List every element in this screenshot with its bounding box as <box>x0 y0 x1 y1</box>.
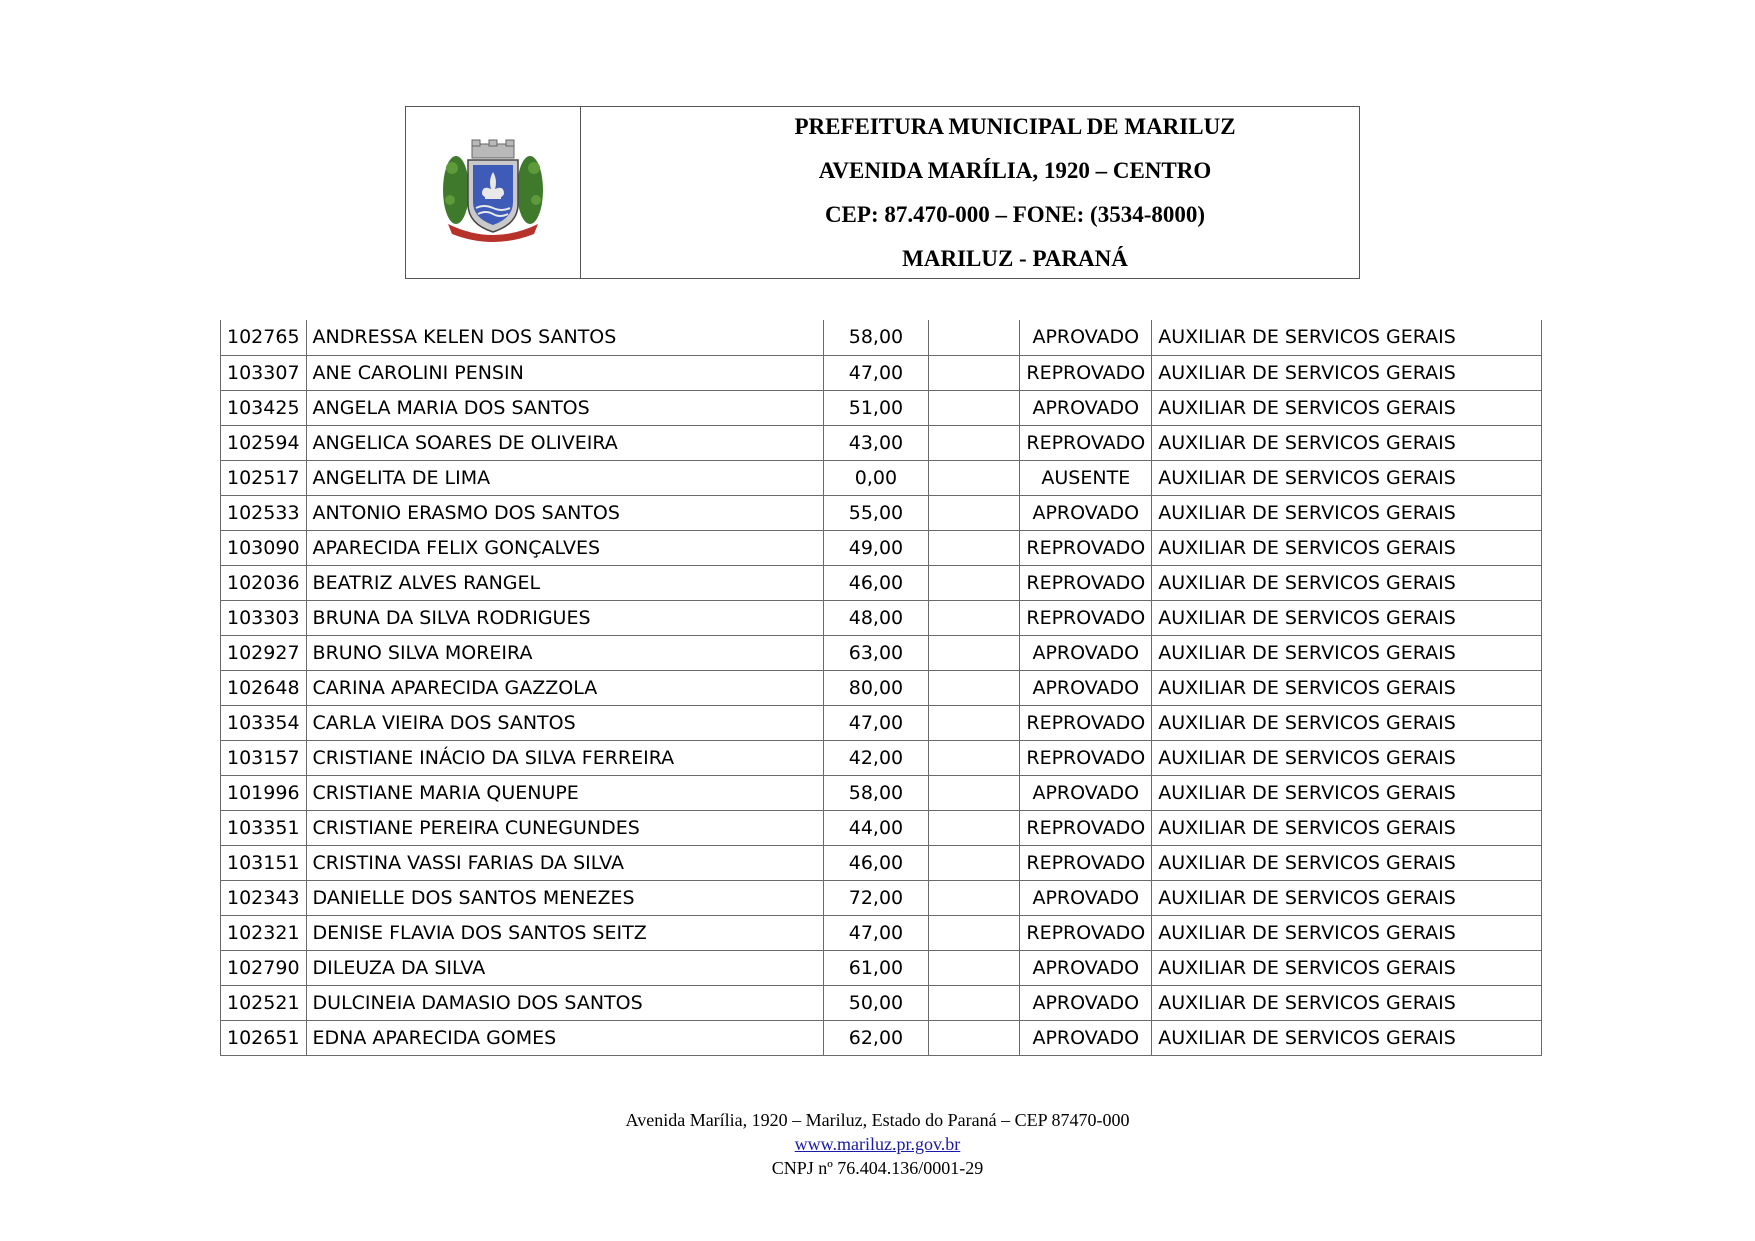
table-row <box>221 355 1542 390</box>
table-row <box>221 495 1542 530</box>
status-cell: APROVADO <box>1020 670 1152 705</box>
registration-id-cell: 101996 <box>221 775 307 810</box>
score-cell: 47,00 <box>824 355 928 390</box>
candidate-name-cell: CRISTIANE PEREIRA CUNEGUNDES <box>306 810 824 845</box>
position-cell: AUXILIAR DE SERVICOS GERAIS <box>1152 845 1542 880</box>
registration-id-cell: 102651 <box>221 1020 307 1055</box>
position-cell: AUXILIAR DE SERVICOS GERAIS <box>1152 810 1542 845</box>
score-cell: 50,00 <box>824 985 928 1020</box>
position-cell: AUXILIAR DE SERVICOS GERAIS <box>1152 565 1542 600</box>
table-row <box>221 705 1542 740</box>
score-cell: 72,00 <box>824 880 928 915</box>
empty-cell <box>928 600 1020 635</box>
municipality-name: PREFEITURA MUNICIPAL DE MARILUZ <box>794 113 1236 139</box>
registration-id-cell: 103157 <box>221 740 307 775</box>
candidate-name-cell: CARLA VIEIRA DOS SANTOS <box>306 705 824 740</box>
table-row <box>221 880 1542 915</box>
page-footer <box>0 1108 1755 1180</box>
registration-id-cell: 103303 <box>221 600 307 635</box>
registration-id-cell: 103090 <box>221 530 307 565</box>
logo-cell <box>406 107 581 278</box>
registration-id-cell: 102594 <box>221 425 307 460</box>
table-row <box>221 915 1542 950</box>
registration-id-cell: 102765 <box>221 320 307 355</box>
registration-id-cell: 102343 <box>221 880 307 915</box>
empty-cell <box>928 460 1020 495</box>
status-cell: REPROVADO <box>1020 810 1152 845</box>
score-cell: 61,00 <box>824 950 928 985</box>
candidate-name-cell: APARECIDA FELIX GONÇALVES <box>306 530 824 565</box>
empty-cell <box>928 495 1020 530</box>
empty-cell <box>928 740 1020 775</box>
table-row <box>221 670 1542 705</box>
letterhead <box>405 106 1360 279</box>
candidate-name-cell: ANE CAROLINI PENSIN <box>306 355 824 390</box>
empty-cell <box>928 390 1020 425</box>
score-cell: 58,00 <box>824 775 928 810</box>
municipality-contact: CEP: 87.470-000 – FONE: (3534-8000) <box>824 201 1206 227</box>
position-cell: AUXILIAR DE SERVICOS GERAIS <box>1152 320 1542 355</box>
table-row <box>221 530 1542 565</box>
registration-id-cell: 102927 <box>221 635 307 670</box>
score-cell: 42,00 <box>824 740 928 775</box>
position-cell: AUXILIAR DE SERVICOS GERAIS <box>1152 390 1542 425</box>
status-cell: REPROVADO <box>1020 845 1152 880</box>
score-cell: 48,00 <box>824 600 928 635</box>
empty-cell <box>928 1020 1020 1055</box>
position-cell: AUXILIAR DE SERVICOS GERAIS <box>1152 1020 1542 1055</box>
registration-id-cell: 102521 <box>221 985 307 1020</box>
candidate-name-cell: DULCINEIA DAMASIO DOS SANTOS <box>306 985 824 1020</box>
municipality-location: MARILUZ - PARANÁ <box>902 245 1128 271</box>
position-cell: AUXILIAR DE SERVICOS GERAIS <box>1152 740 1542 775</box>
score-cell: 47,00 <box>824 705 928 740</box>
table-row <box>221 600 1542 635</box>
empty-cell <box>928 880 1020 915</box>
status-cell: REPROVADO <box>1020 530 1152 565</box>
status-cell: APROVADO <box>1020 880 1152 915</box>
empty-cell <box>928 530 1020 565</box>
position-cell: AUXILIAR DE SERVICOS GERAIS <box>1152 355 1542 390</box>
status-cell: AUSENTE <box>1020 460 1152 495</box>
empty-cell <box>928 950 1020 985</box>
candidate-name-cell: ANGELA MARIA DOS SANTOS <box>306 390 824 425</box>
status-cell: REPROVADO <box>1020 705 1152 740</box>
score-cell: 80,00 <box>824 670 928 705</box>
results-table <box>220 320 1542 1056</box>
empty-cell <box>928 705 1020 740</box>
empty-cell <box>928 320 1020 355</box>
table-row <box>221 565 1542 600</box>
score-cell: 46,00 <box>824 845 928 880</box>
status-cell: APROVADO <box>1020 495 1152 530</box>
position-cell: AUXILIAR DE SERVICOS GERAIS <box>1152 635 1542 670</box>
candidate-name-cell: CRISTIANE INÁCIO DA SILVA FERREIRA <box>306 740 824 775</box>
candidate-name-cell: ANTONIO ERASMO DOS SANTOS <box>306 495 824 530</box>
position-cell: AUXILIAR DE SERVICOS GERAIS <box>1152 425 1542 460</box>
candidate-name-cell: DILEUZA DA SILVA <box>306 950 824 985</box>
table-row <box>221 740 1542 775</box>
table-row <box>221 950 1542 985</box>
results-table-body <box>221 320 1542 1055</box>
candidate-name-cell: DENISE FLAVIA DOS SANTOS SEITZ <box>306 915 824 950</box>
status-cell: APROVADO <box>1020 320 1152 355</box>
table-row <box>221 635 1542 670</box>
status-cell: APROVADO <box>1020 775 1152 810</box>
candidate-name-cell: CRISTIANE MARIA QUENUPE <box>306 775 824 810</box>
candidate-name-cell: DANIELLE DOS SANTOS MENEZES <box>306 880 824 915</box>
candidate-name-cell: EDNA APARECIDA GOMES <box>306 1020 824 1055</box>
empty-cell <box>928 810 1020 845</box>
empty-cell <box>928 565 1020 600</box>
registration-id-cell: 103151 <box>221 845 307 880</box>
footer-cnpj: CNPJ nº 76.404.136/0001-29 <box>771 1158 984 1178</box>
position-cell: AUXILIAR DE SERVICOS GERAIS <box>1152 530 1542 565</box>
registration-id-cell: 102321 <box>221 915 307 950</box>
table-row <box>221 460 1542 495</box>
score-cell: 58,00 <box>824 320 928 355</box>
registration-id-cell: 102533 <box>221 495 307 530</box>
position-cell: AUXILIAR DE SERVICOS GERAIS <box>1152 985 1542 1020</box>
candidate-name-cell: ANDRESSA KELEN DOS SANTOS <box>306 320 824 355</box>
registration-id-cell: 102790 <box>221 950 307 985</box>
letterhead-text <box>581 107 1359 278</box>
empty-cell <box>928 425 1020 460</box>
table-row <box>221 1020 1542 1055</box>
position-cell: AUXILIAR DE SERVICOS GERAIS <box>1152 670 1542 705</box>
candidate-name-cell: BRUNA DA SILVA RODRIGUES <box>306 600 824 635</box>
position-cell: AUXILIAR DE SERVICOS GERAIS <box>1152 460 1542 495</box>
registration-id-cell: 103307 <box>221 355 307 390</box>
registration-id-cell: 103425 <box>221 390 307 425</box>
table-row <box>221 985 1542 1020</box>
coat-of-arms-icon <box>438 138 548 248</box>
score-cell: 44,00 <box>824 810 928 845</box>
score-cell: 63,00 <box>824 635 928 670</box>
status-cell: APROVADO <box>1020 1020 1152 1055</box>
status-cell: APROVADO <box>1020 950 1152 985</box>
score-cell: 55,00 <box>824 495 928 530</box>
empty-cell <box>928 775 1020 810</box>
municipality-address: AVENIDA MARÍLIA, 1920 – CENTRO <box>818 157 1212 183</box>
status-cell: REPROVADO <box>1020 915 1152 950</box>
table-row <box>221 775 1542 810</box>
position-cell: AUXILIAR DE SERVICOS GERAIS <box>1152 705 1542 740</box>
candidate-name-cell: BEATRIZ ALVES RANGEL <box>306 565 824 600</box>
registration-id-cell: 103351 <box>221 810 307 845</box>
table-row <box>221 810 1542 845</box>
position-cell: AUXILIAR DE SERVICOS GERAIS <box>1152 915 1542 950</box>
registration-id-cell: 102517 <box>221 460 307 495</box>
status-cell: REPROVADO <box>1020 355 1152 390</box>
score-cell: 62,00 <box>824 1020 928 1055</box>
table-row <box>221 320 1542 355</box>
empty-cell <box>928 915 1020 950</box>
footer-address: Avenida Marília, 1920 – Mariluz, Estado do Paraná – CEP 87470-000 <box>625 1110 1130 1130</box>
score-cell: 0,00 <box>824 460 928 495</box>
status-cell: REPROVADO <box>1020 425 1152 460</box>
registration-id-cell: 102036 <box>221 565 307 600</box>
position-cell: AUXILIAR DE SERVICOS GERAIS <box>1152 775 1542 810</box>
status-cell: REPROVADO <box>1020 565 1152 600</box>
position-cell: AUXILIAR DE SERVICOS GERAIS <box>1152 600 1542 635</box>
registration-id-cell: 102648 <box>221 670 307 705</box>
position-cell: AUXILIAR DE SERVICOS GERAIS <box>1152 495 1542 530</box>
score-cell: 43,00 <box>824 425 928 460</box>
score-cell: 46,00 <box>824 565 928 600</box>
status-cell: APROVADO <box>1020 390 1152 425</box>
candidate-name-cell: ANGELICA SOARES DE OLIVEIRA <box>306 425 824 460</box>
position-cell: AUXILIAR DE SERVICOS GERAIS <box>1152 950 1542 985</box>
score-cell: 49,00 <box>824 530 928 565</box>
empty-cell <box>928 670 1020 705</box>
empty-cell <box>928 845 1020 880</box>
table-row <box>221 390 1542 425</box>
table-row <box>221 425 1542 460</box>
candidate-name-cell: CARINA APARECIDA GAZZOLA <box>306 670 824 705</box>
score-cell: 47,00 <box>824 915 928 950</box>
candidate-name-cell: CRISTINA VASSI FARIAS DA SILVA <box>306 845 824 880</box>
position-cell: AUXILIAR DE SERVICOS GERAIS <box>1152 880 1542 915</box>
empty-cell <box>928 635 1020 670</box>
candidate-name-cell: BRUNO SILVA MOREIRA <box>306 635 824 670</box>
status-cell: REPROVADO <box>1020 740 1152 775</box>
empty-cell <box>928 985 1020 1020</box>
status-cell: APROVADO <box>1020 985 1152 1020</box>
footer-website-link[interactable]: www.mariluz.pr.gov.br <box>794 1134 961 1154</box>
registration-id-cell: 103354 <box>221 705 307 740</box>
candidate-name-cell: ANGELITA DE LIMA <box>306 460 824 495</box>
empty-cell <box>928 355 1020 390</box>
table-row <box>221 845 1542 880</box>
score-cell: 51,00 <box>824 390 928 425</box>
status-cell: APROVADO <box>1020 635 1152 670</box>
status-cell: REPROVADO <box>1020 600 1152 635</box>
